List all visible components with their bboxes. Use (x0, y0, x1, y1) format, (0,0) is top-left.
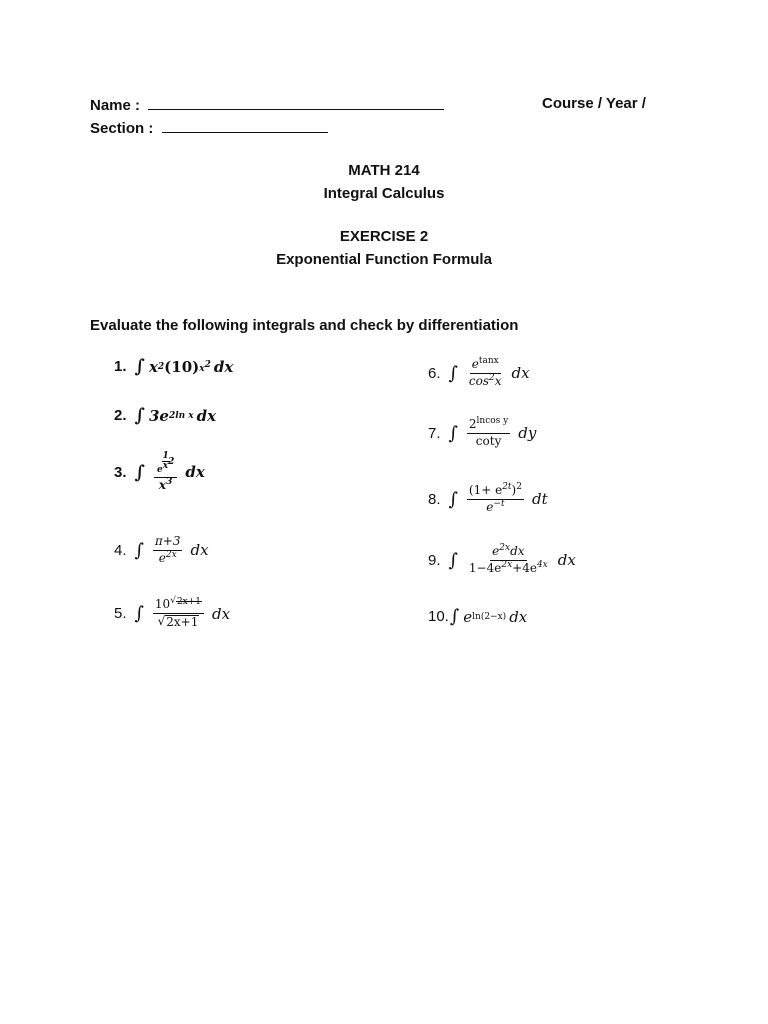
problem-5 (114, 598, 230, 630)
instructions: Evaluate the following integrals and check by differentiation (90, 317, 519, 334)
problem-number: 2. (114, 407, 127, 424)
integral-expression: ∫ $\frac{2^{lncos y}}{\cot y}$ dy (448, 416, 537, 448)
exercise-topic: Exponential Function Formula (276, 251, 492, 268)
integral-expression: ∫ 3e 2ln x dx (134, 405, 217, 426)
problem-10 (428, 606, 527, 627)
course-label: Course / Year / (542, 95, 646, 112)
problem-4 (114, 535, 209, 566)
fraction: $\frac{2^{lncos y}}{\cot y}$ (468, 416, 509, 448)
problem-3 (114, 452, 205, 493)
fraction: $\frac{(1+ e^{2t})^2}{e^{-t}}$ (468, 482, 522, 514)
exercise-title: EXERCISE 2 (339, 228, 429, 245)
section-row (90, 118, 328, 137)
problem-number: 5. (114, 605, 127, 623)
name-label: Name : (90, 97, 141, 114)
integral-expression: ∫ $\frac{e^{tanx}}{\cos^2x}$ dx (448, 356, 530, 388)
integral-sign: ∫ (448, 422, 458, 444)
integral-expression: ∫ 10 $^{√ 2x+1}$ √ 2x+1 dx (134, 596, 231, 629)
integral-expression: ∫ $\frac{\pi+3}{e^{2x}}$ dx (134, 534, 209, 565)
fraction: $\frac{e^{tanx}}{\cos^2x}$ (468, 356, 502, 388)
problem-number: 3. (114, 463, 127, 481)
integral-sign: ∫ (448, 362, 458, 384)
problem-9 (428, 545, 576, 576)
integral-sign: ∫ (448, 549, 458, 571)
problem-number: 8. (428, 490, 441, 508)
problem-8 (428, 484, 548, 515)
problem-number: 10. (428, 608, 449, 625)
course-code: MATH 214 (348, 162, 420, 179)
section-label: Section : (90, 120, 154, 137)
name-row (90, 95, 444, 114)
course-name: Integral Calculus (323, 185, 445, 202)
integral-expression: ∫ x 2 (10) $x^2$ dx (134, 356, 234, 377)
section-blank-line[interactable] (162, 118, 328, 133)
integral-sign: ∫ (134, 461, 145, 483)
problem-number: 1. (114, 358, 127, 375)
integral-sign: ∫ (134, 405, 145, 426)
integral-sign: ∫ (449, 606, 460, 627)
fraction: $\frac{\pi+3}{e^{2x}}$ (154, 534, 181, 565)
fraction: 1 $e^{x^2}$ $x^3$ (154, 452, 177, 493)
integral-expression: ∫ $\frac{(1+ e^{2t})^2}{e^{-t}}$ dt (448, 482, 548, 514)
name-blank-line[interactable] (148, 95, 444, 110)
integral-expression: ∫ e ln(2−x) dx (449, 606, 528, 627)
problem-1 (114, 356, 233, 377)
problem-number: 4. (114, 541, 127, 559)
problem-2 (114, 405, 216, 426)
problem-7 (428, 418, 536, 449)
fraction: 10 $^{√ 2x+1}$ √ 2x+1 (153, 598, 204, 630)
problem-number: 7. (428, 424, 441, 442)
problem-number: 9. (428, 551, 441, 569)
fraction: $\frac{e^{2x}dx}{1-4e^{2x}+4e^{4x}}$ (468, 543, 548, 575)
integral-sign: ∫ (448, 488, 458, 510)
problem-number: 6. (428, 364, 441, 382)
integral-expression: ∫ $\frac{e^{2x}dx}{1-4e^{2x}+4e^{4x}}$ dx (448, 543, 576, 575)
integral-sign: ∫ (134, 603, 144, 625)
integral-sign: ∫ (134, 539, 144, 561)
problem-6 (428, 358, 530, 389)
integral-expression: ∫ 1 $e^{x^2}$ $x^3$ dx (134, 451, 205, 492)
integral-sign: ∫ (134, 356, 145, 377)
